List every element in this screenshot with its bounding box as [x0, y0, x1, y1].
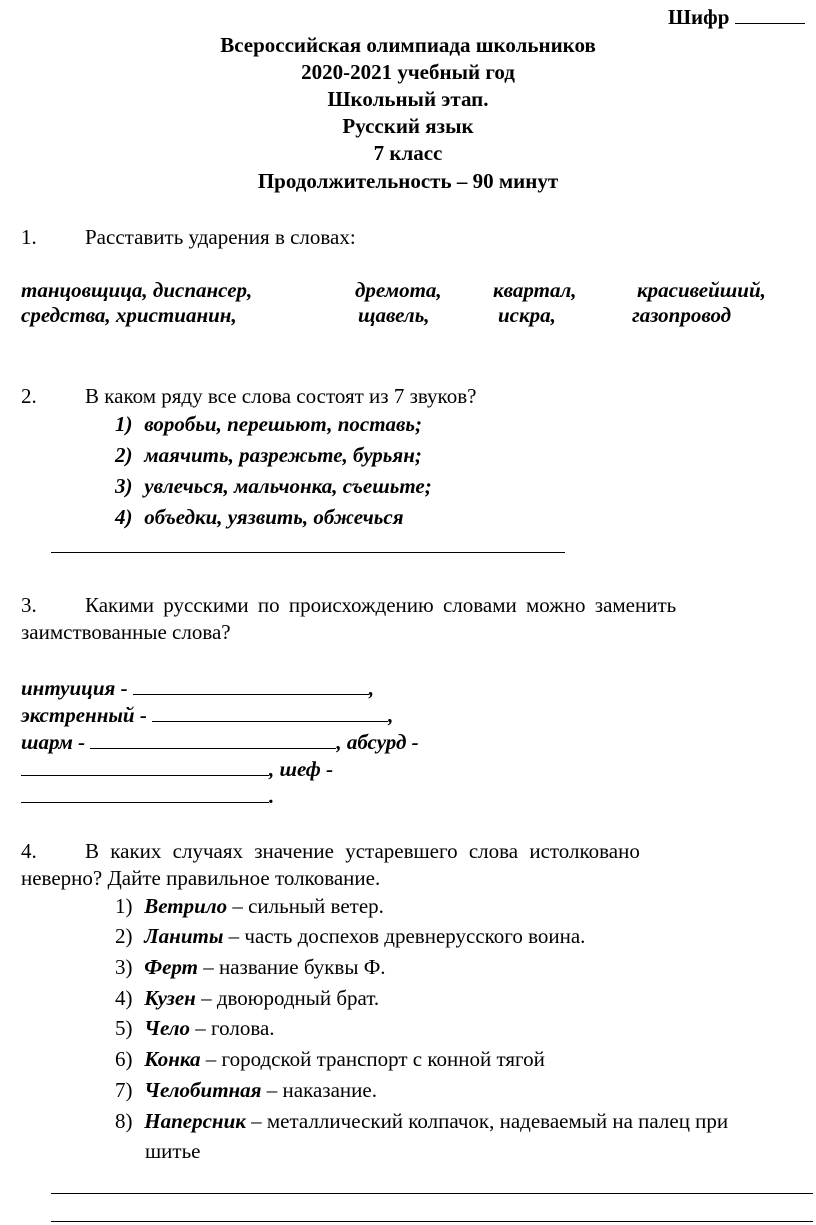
title-line-1: Всероссийская олимпиада школьников	[220, 33, 596, 57]
q2-option-text: увлечься, мальчонка, съешьте;	[144, 474, 432, 498]
title-line-3: Школьный этап.	[327, 87, 489, 111]
q1-word: щавель,	[358, 303, 430, 327]
q4-item-term: Ланиты	[144, 924, 224, 948]
q4-number: 4.	[21, 839, 37, 863]
q3-line-3	[21, 729, 419, 755]
q3-number: 3.	[21, 593, 37, 617]
q4-item-definition: – наказание.	[261, 1078, 377, 1102]
q3-comma: ,	[388, 703, 394, 727]
q4-item-definition: – металлический колпачок, надеваемый на палец при	[245, 1109, 729, 1133]
q2-option-2	[115, 442, 422, 468]
q4-item-term: Ветрило	[144, 894, 228, 918]
title-line-4: Русский язык	[342, 114, 474, 138]
q3-answer-blank[interactable]	[133, 676, 369, 695]
q3-comma: ,	[336, 730, 342, 754]
q2-option-number: 1)	[115, 412, 133, 436]
q1-word: квартал,	[493, 278, 577, 302]
q3-word: шеф -	[279, 757, 334, 781]
q4-item-number: 6)	[115, 1047, 133, 1071]
q2-option-text: воробьи, перешьют, поставь;	[144, 412, 423, 436]
q1-prompt: Расставить ударения в словах:	[85, 225, 356, 249]
q4-item-term: Ферт	[144, 955, 198, 979]
q1-word: газопровод	[632, 303, 732, 327]
q2-option-number: 4)	[115, 505, 133, 529]
q4-item-number: 1)	[115, 894, 133, 918]
q3-answer-blank[interactable]	[90, 730, 336, 749]
q4-item-8-continuation: шитье	[145, 1139, 201, 1163]
q4-item-7	[115, 1077, 377, 1103]
q2-option-3	[115, 473, 432, 499]
q3-line-5	[21, 783, 274, 809]
q2-option-number: 3)	[115, 474, 133, 498]
q1-word: красивейший,	[637, 278, 766, 302]
q4-answer-line-1[interactable]	[51, 1193, 813, 1194]
q1-number: 1.	[21, 225, 37, 249]
q3-line-1	[21, 675, 374, 701]
q3-prompt-line-2: заимствованные слова?	[21, 620, 231, 644]
q4-item-4	[115, 985, 379, 1011]
q4-item-definition: – голова.	[190, 1016, 275, 1040]
q4-item-2	[115, 923, 585, 949]
q2-option-number: 2)	[115, 443, 133, 467]
q3-word: абсурд -	[346, 730, 419, 754]
q4-item-definition: – название буквы Ф.	[197, 955, 386, 979]
q4-item-3	[115, 954, 386, 980]
q2-option-1	[115, 411, 422, 437]
q4-item-definition: – двоюродный брат.	[195, 986, 380, 1010]
q3-word: интуиция -	[21, 676, 128, 700]
cipher-blank[interactable]	[735, 5, 805, 24]
q3-answer-blank[interactable]	[21, 784, 269, 803]
q2-option-text: маячить, разрежьте, бурьян;	[144, 443, 422, 467]
q2-prompt: В каком ряду все слова состоят из 7 звуков?	[85, 384, 477, 408]
q4-item-1	[115, 893, 384, 919]
q4-item-number: 2)	[115, 924, 133, 948]
q4-item-definition: – часть доспехов древнерусского воина.	[223, 924, 586, 948]
q3-answer-blank[interactable]	[152, 703, 388, 722]
q3-comma: ,	[368, 676, 375, 700]
q1-word-group: танцовщица, диспансер,	[21, 278, 253, 302]
q4-item-term: Челобитная	[144, 1078, 262, 1102]
q4-item-definition: – городской транспорт с конной тягой	[200, 1047, 545, 1071]
q4-prompt-line-1: В каких случаях значение устаревшего слова истолковано	[85, 839, 640, 863]
title-line-6: Продолжительность – 90 минут	[257, 169, 559, 193]
q4-item-term: Наперсник	[144, 1109, 246, 1133]
q4-item-term: Конка	[144, 1047, 201, 1071]
q4-item-number: 8)	[115, 1109, 133, 1133]
title-line-5: 7 класс	[373, 141, 443, 165]
q4-item-number: 5)	[115, 1016, 133, 1040]
q3-prompt-line-1: Какими русскими по происхождению словами можно заменить	[85, 593, 677, 617]
q4-answer-line-2[interactable]	[51, 1221, 813, 1222]
q3-word: экстренный -	[21, 703, 147, 727]
q1-word-group: средства, христианин,	[21, 303, 237, 327]
q4-item-number: 7)	[115, 1078, 133, 1102]
q2-option-4	[115, 504, 404, 530]
q2-number: 2.	[21, 384, 37, 408]
q4-item-number: 3)	[115, 955, 133, 979]
q3-comma: ,	[269, 757, 275, 781]
q3-period: .	[269, 784, 275, 808]
q1-word: дремота,	[355, 278, 442, 302]
q2-option-text: объедки, уязвить, обжечься	[144, 505, 404, 529]
q4-prompt-line-2: неверно? Дайте правильное толкование.	[21, 866, 381, 890]
q4-item-definition: – сильный ветер.	[227, 894, 384, 918]
q3-line-2	[21, 702, 393, 728]
q4-item-number: 4)	[115, 986, 133, 1010]
q3-line-4	[21, 756, 333, 782]
q3-word: шарм -	[21, 730, 86, 754]
cipher-field	[668, 4, 805, 30]
q4-item-5	[115, 1015, 275, 1041]
title-line-2: 2020-2021 учебный год	[301, 60, 515, 84]
q4-item-8	[115, 1108, 728, 1134]
cipher-label: Шифр	[668, 5, 730, 29]
q4-item-6	[115, 1046, 545, 1072]
q4-item-term: Кузен	[144, 986, 196, 1010]
q4-item-term: Чело	[144, 1016, 191, 1040]
q2-answer-line[interactable]	[51, 552, 565, 553]
q3-answer-blank[interactable]	[21, 757, 269, 776]
q1-word: искра,	[498, 303, 556, 327]
